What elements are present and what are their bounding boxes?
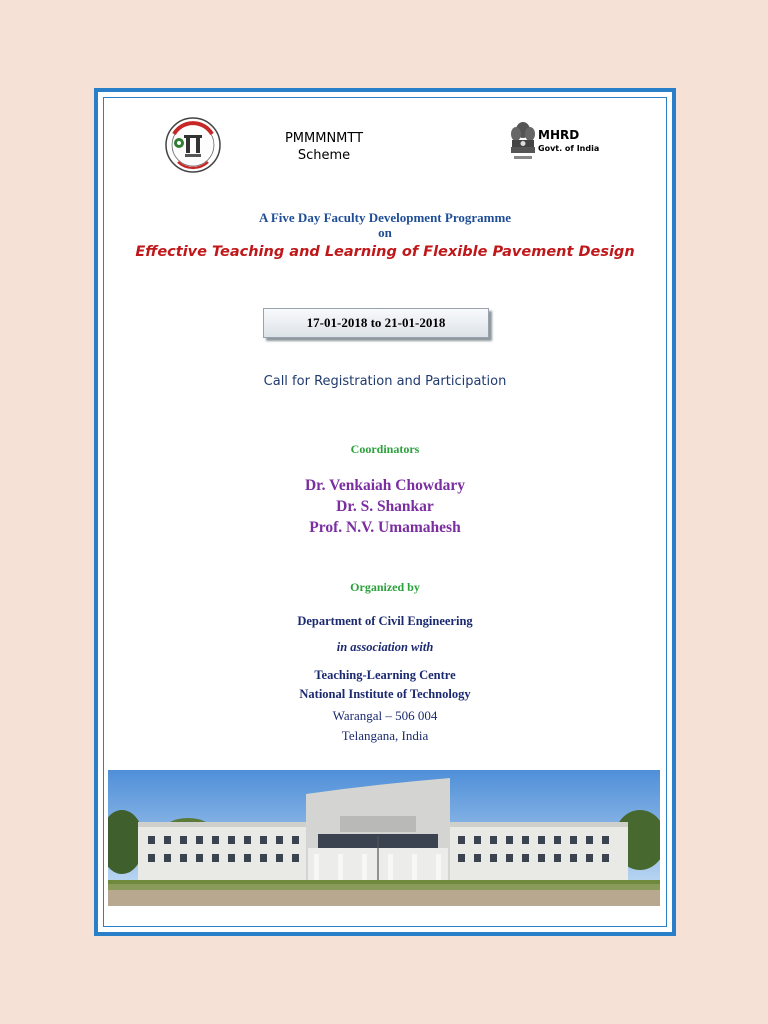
campus-building-illustration [108, 770, 660, 906]
coordinator-name: Prof. N.V. Umamahesh [309, 519, 461, 536]
scheme-name: PMMMNMTT [284, 131, 364, 146]
scheme-word: Scheme [297, 148, 351, 163]
date-range-box: 17-01-2018 to 21-01-2018 [263, 308, 489, 338]
govt-of-india: Govt. of India [538, 144, 600, 153]
address [98, 706, 672, 746]
centre-and-institute [98, 666, 672, 704]
organized-by-heading: Organized by [350, 580, 420, 594]
department-name: Department of Civil Engineering [297, 614, 473, 628]
address-state: Telangana, India [341, 728, 429, 743]
scheme-label [254, 130, 394, 164]
campus-photo [108, 770, 660, 906]
brochure-frame [94, 88, 676, 936]
programme-heading [98, 210, 672, 240]
programme-line: A Five Day Faculty Development Programme [258, 210, 512, 225]
coordinator-name: Dr. Venkaiah Chowdary [304, 477, 466, 494]
coordinator-list [98, 475, 672, 538]
institute-name: National Institute of Technology [299, 687, 471, 701]
mhrd-title: MHRD [538, 128, 580, 142]
mhrd-label [538, 128, 599, 153]
address-city: Warangal – 506 004 [332, 708, 438, 723]
association-text: in association with [336, 640, 434, 654]
centre-name: Teaching-Learning Centre [314, 668, 456, 682]
call-for-registration: Call for Registration and Participation [263, 374, 507, 389]
coordinator-name: Dr. S. Shankar [336, 498, 434, 515]
national-emblem-icon [508, 120, 538, 170]
programme-title: Effective Teaching and Learning of Flexible Pavement Design [135, 244, 635, 260]
nit-logo-icon [164, 116, 222, 174]
programme-on: on [378, 225, 392, 240]
coordinators-heading: Coordinators [350, 442, 420, 456]
